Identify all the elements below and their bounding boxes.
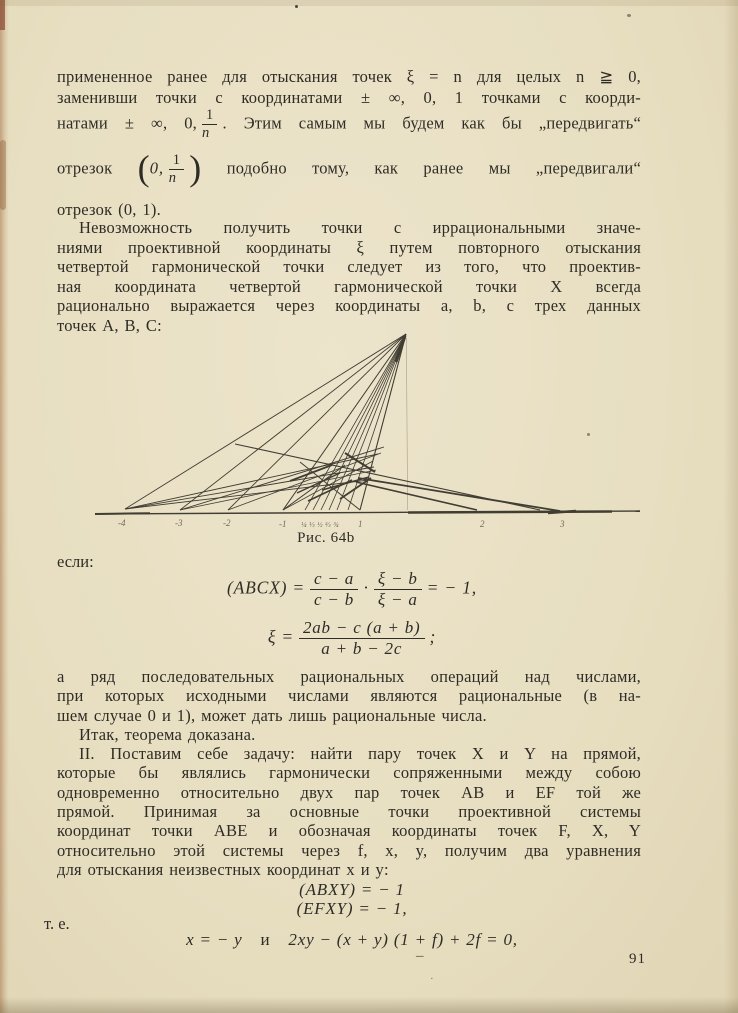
equation-part: x = − y: [186, 930, 243, 949]
text-line: а ряд последовательных рациональных операций над числами,: [57, 667, 641, 686]
axis-tick-label: 2: [480, 519, 485, 529]
axis-tick-label: -4: [118, 518, 126, 528]
text-run: отрезок: [57, 158, 113, 178]
fraction: [310, 570, 358, 609]
text-line: прямой. Принимая за основные точки проективной системы: [57, 802, 641, 822]
text-line: которые бы являлись гармонически сопряженными между собою: [57, 763, 641, 783]
text-line: заменивши точки с координатами ± ∞, 0, 1 точками с коорди-: [57, 88, 641, 107]
text-line: относительно этой системы через f, x, y, получим два уравнения: [57, 840, 641, 860]
axis-tick-label: -2: [223, 518, 231, 528]
text-line: для отыскания неизвестных координат x и y:: [57, 859, 389, 879]
axis-tick-label: 3: [560, 519, 565, 529]
fraction-numerator: 1: [202, 108, 217, 125]
text-line: ная координата четвертой гармонической точки X всегда: [57, 276, 641, 296]
fraction-numerator: c − a: [310, 570, 358, 590]
figure-line: [125, 480, 369, 509]
fraction-denominator: n: [168, 170, 177, 187]
figure-line: [180, 334, 406, 510]
stray-dot-mark: ·: [430, 973, 434, 985]
text-line: шем случае 0 и 1), может дать лишь рациональные числа.: [57, 705, 487, 725]
fraction-denominator: a + b − 2c: [321, 638, 403, 658]
fraction-denominator: ξ − a: [377, 589, 418, 609]
axis-tick-label: ½: [317, 520, 323, 529]
axis-tick-label: -1: [279, 519, 287, 529]
formula-lhs: ξ =: [267, 626, 294, 647]
fraction: [299, 619, 425, 658]
text-line: четвертой гармонической точки следует из того, что проектив-: [57, 257, 641, 276]
text-line: ниями проективной координаты ξ путем повторного отыскания: [57, 237, 641, 257]
axis-tick-label: ⅓: [309, 520, 315, 529]
figure-line: [360, 334, 406, 510]
axis-tick-label: ⅔: [325, 520, 331, 529]
equation-part: 2xy − (x + y) (1 + f) + 2f = 0,: [288, 930, 518, 949]
text-line: Итак, теорема доказана.: [79, 724, 256, 744]
text-line: точек A, B, C:: [57, 315, 162, 335]
fraction-denominator: c − b: [314, 589, 355, 609]
text-run: . Этим самым мы будем как бы „передвигать“: [222, 113, 641, 133]
text-line: одновременно относительно двух пар точек AB и EF той же: [57, 782, 641, 802]
text-line-with-fraction: отрезок (0, $\frac{1}{n}$ ) подобно тому, как ранее мы „передвигали“: [57, 147, 641, 188]
equation-xy: [57, 930, 647, 950]
text-line: при которых исходными числами являются рациональные (в на-: [57, 686, 641, 706]
fraction-numerator: 1: [169, 153, 184, 170]
text-run: 0,: [149, 158, 164, 178]
paragraph-3: [57, 667, 641, 879]
equation-abxy: (ABXY) = − 1: [299, 880, 405, 899]
fraction-denominator: n: [202, 125, 210, 142]
figure-line: [356, 482, 477, 510]
text-line: координат точки ABE и обозначая координаты точек F, X, Y: [57, 821, 641, 841]
formula-abcx: [57, 570, 647, 609]
axis-tick-label: ¾: [333, 520, 339, 529]
fraction-numerator: ξ − b: [374, 570, 422, 590]
text-line: II. Поставим себе задачу: найти пару точек X и Y на прямой,: [79, 744, 641, 764]
text-run: натами ± ∞, 0,: [57, 113, 197, 133]
figure-line: [408, 512, 612, 513]
page-number: 91: [629, 951, 646, 967]
formula-rhs: = − 1,: [426, 577, 477, 598]
fraction-numerator: 2ab − c (a + b): [299, 619, 425, 639]
text-line: рационально выражается через координаты a, b, c трех данных: [57, 296, 641, 315]
figure-caption: Рис. 64b: [297, 530, 355, 546]
multiplication-dot: ·: [363, 577, 369, 598]
figure-line: [235, 444, 540, 510]
figure-line: [407, 338, 408, 510]
axis-tick-label: 1: [358, 519, 363, 529]
fraction: [374, 570, 422, 609]
text-line: примененное ранее для отыскания точек ξ = n для целых n ≧ 0,: [57, 67, 641, 86]
figure-line: [95, 513, 150, 514]
text-line: Невозможность получить точки с иррациональными значе-: [79, 218, 641, 237]
text-run: подобно тому, как ранее мы „передвигали“: [226, 158, 641, 178]
conjunction-i: и: [260, 930, 271, 949]
formula-rhs: ;: [429, 626, 437, 647]
axis-tick-label: -3: [175, 518, 183, 528]
figure-line: [125, 454, 378, 509]
formula-lhs: (ABCX) =: [227, 577, 306, 598]
axis-tick-label: ¼: [301, 520, 307, 529]
formula-xi: [57, 619, 647, 658]
esli-label: если:: [57, 552, 94, 571]
te-label: т. е.: [44, 914, 70, 933]
text-line: отрезок (0, 1).: [57, 200, 161, 219]
stray-dash-mark: –: [416, 948, 424, 964]
equation-efxy: (EFXY) = − 1,: [296, 899, 408, 918]
